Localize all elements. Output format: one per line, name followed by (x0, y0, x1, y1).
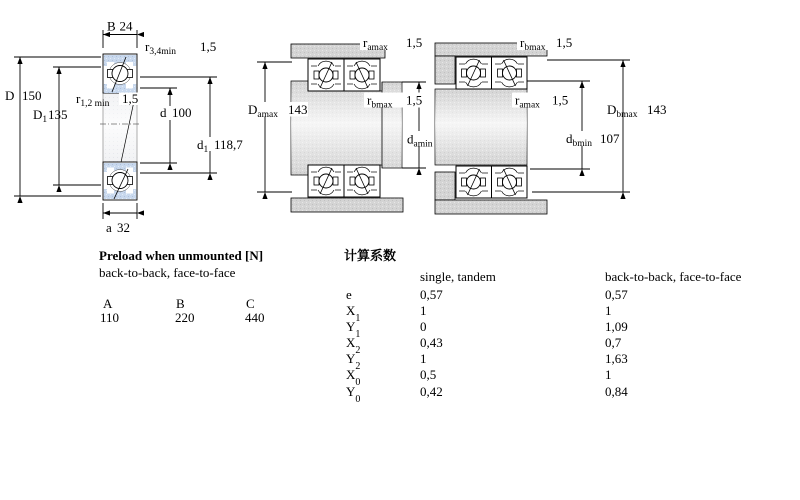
dim-label-ramax-b: $r_{amax}$ 1,5 (515, 92, 569, 111)
factor-value-single: 0,43 (420, 335, 443, 350)
cage (369, 177, 374, 185)
factor-subscript: 0 (355, 376, 361, 388)
factor-symbol: Y (346, 351, 356, 366)
section-bottom (103, 162, 137, 200)
dim-label-damin: $d_{amin}$ (407, 131, 433, 150)
dim-label-r34: $r_{3,4min}$ 1,5 (145, 39, 217, 57)
factor-subscript: 0 (355, 393, 361, 405)
preload-value-b: 220 (175, 310, 195, 325)
factor-value-single: 1 (420, 303, 427, 318)
factor-subscript: 1 (355, 312, 361, 324)
dim-label-ramax-a: $r_{amax}$ 1,5 (363, 35, 423, 53)
bearing-cross-section (5, 19, 245, 236)
preload-col-c: C (246, 296, 255, 311)
factor-value-single: 0,57 (420, 287, 443, 302)
factor-value-paired: 1 (605, 367, 612, 382)
cage (517, 178, 522, 186)
preload-col-b: B (176, 296, 185, 311)
factors-title: 计算系数 (344, 248, 397, 263)
factor-value-paired: 1,63 (605, 351, 628, 366)
factor-symbol: Y (346, 319, 356, 334)
cage (350, 177, 355, 185)
preload-title: Preload when unmounted [N] (99, 248, 264, 263)
factors-col2-header: back-to-back, face-to-face (605, 269, 742, 284)
factor-subscript: 2 (355, 344, 361, 356)
bearing-drawings (0, 0, 800, 245)
cage (369, 71, 374, 79)
bearing-pair-bottom (308, 165, 380, 197)
cage (333, 177, 338, 185)
factor-value-single: 0,42 (420, 384, 443, 399)
cage (350, 71, 355, 79)
factor-value-paired: 0,84 (605, 384, 628, 399)
factor-value-single: 1 (420, 351, 427, 366)
section-top (103, 54, 137, 93)
dim-label-d: d 100 (160, 105, 192, 120)
cage (498, 178, 503, 186)
bearing-pair-top (308, 59, 380, 91)
factor-value-paired: 0,57 (605, 287, 628, 302)
ball (112, 66, 128, 82)
dim-label-dbmin: $d_{bmin}$ 107 (566, 131, 620, 149)
factor-value-single: 0 (420, 319, 427, 334)
dim-label-B: B 24 (107, 18, 133, 34)
preload-col-a: A (103, 296, 113, 311)
factor-symbol: Y (346, 384, 356, 399)
cage (314, 177, 319, 185)
factor-subscript: 1 (355, 328, 361, 340)
cage (314, 71, 319, 79)
bearing-pair-bottom (456, 166, 527, 198)
cage (517, 69, 522, 77)
arrangement-drawing-b (435, 35, 667, 214)
factor-value-single: 0,5 (420, 367, 437, 382)
factor-value-paired: 1 (605, 303, 612, 318)
factor-symbol: X (346, 303, 356, 318)
factor-symbol: e (346, 287, 352, 302)
cage (481, 69, 486, 77)
factor-symbol: X (346, 335, 356, 350)
factor-value-paired: 1,09 (605, 319, 628, 334)
dim-label-d1: $d_1$ 118,7 (197, 137, 243, 155)
dim-label-D: D 150 (5, 88, 42, 103)
housing-bottom (435, 200, 547, 214)
factor-subscript: 2 (355, 360, 361, 372)
factor-symbol: X (346, 367, 356, 382)
cage (462, 178, 467, 186)
housing-shoulder-top (435, 56, 455, 84)
dim-label-D1: $D_1135$ (33, 107, 68, 125)
cage (462, 69, 467, 77)
factors-col1-header: single, tandem (420, 269, 496, 284)
housing-bottom (291, 198, 403, 212)
bearing-pair-top (456, 57, 527, 89)
factor-value-paired: 0,7 (605, 335, 622, 350)
housing-shoulder-bottom (435, 172, 455, 200)
preload-value-c: 440 (245, 310, 265, 325)
dim-label-r12: $r_{1,2 min}$ 1,5 (76, 91, 139, 109)
dim-label-rbmax-a: $r_{bmax}$ 1,5 (367, 92, 423, 111)
preload-value-a: 110 (100, 310, 120, 325)
arrangement-drawing-a (246, 35, 464, 212)
dim-label-Damax: $D_{amax}$ 143 (248, 102, 308, 120)
cage (498, 69, 503, 77)
dim-label-rbmax-b: $r_{bmax}$ 1,5 (520, 35, 573, 53)
dim-label-a: a 32 (106, 220, 130, 235)
cage (481, 178, 486, 186)
dim-label-Dbmax: $D_{bmax}$ 143 (607, 102, 667, 120)
cage (333, 71, 338, 79)
preload-subtitle: back-to-back, face-to-face (99, 265, 236, 280)
